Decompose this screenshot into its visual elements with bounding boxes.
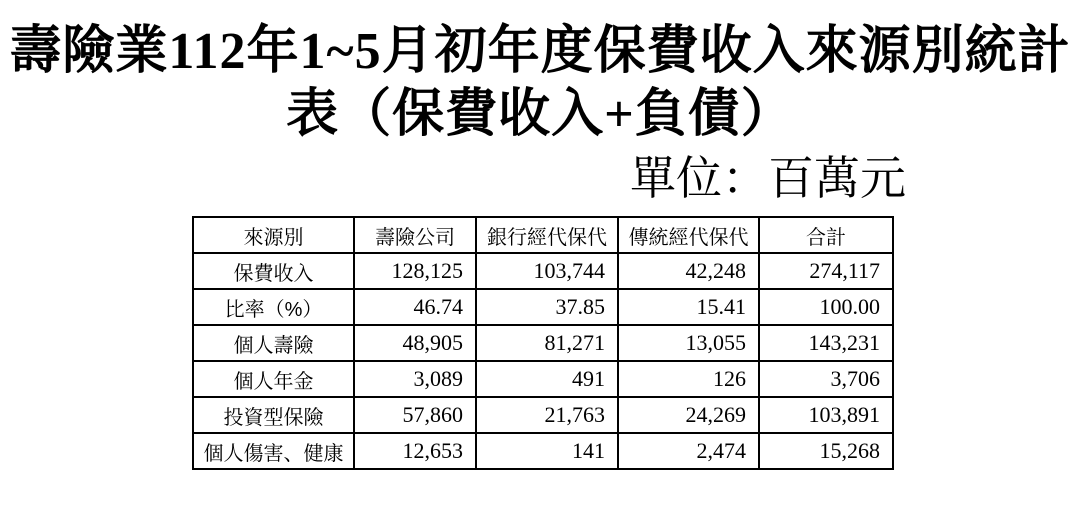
- row-label: 保費收入: [193, 253, 354, 289]
- table-row: [193, 253, 893, 289]
- column-header-total: 合計: [759, 217, 893, 253]
- cell-value: 24,269: [618, 397, 759, 433]
- cell-value: 143,231: [759, 325, 893, 361]
- table-row: [193, 325, 893, 361]
- cell-value: 126: [618, 361, 759, 397]
- cell-value: 81,271: [476, 325, 618, 361]
- page-title-line-1: 壽險業112年1~5月初年度保費收入來源別統計: [9, 23, 1071, 80]
- cell-value: 103,891: [759, 397, 893, 433]
- table-row: [193, 361, 893, 397]
- cell-value: 141: [476, 433, 618, 469]
- column-header-traditional-agents: 傳統經代保代: [618, 217, 759, 253]
- row-label: 個人壽險: [193, 325, 354, 361]
- table-row: [193, 433, 893, 469]
- cell-value: 128,125: [354, 253, 476, 289]
- unit-label: 單位：百萬元: [630, 151, 906, 204]
- cell-value: 37.85: [476, 289, 618, 325]
- row-label: 投資型保險: [193, 397, 354, 433]
- cell-value: 12,653: [354, 433, 476, 469]
- page-title: [0, 0, 1080, 147]
- cell-value: 3,089: [354, 361, 476, 397]
- row-label: 比率（%）: [193, 289, 354, 325]
- cell-value: 2,474: [618, 433, 759, 469]
- cell-value: 46.74: [354, 289, 476, 325]
- cell-value: 21,763: [476, 397, 618, 433]
- row-label: 個人年金: [193, 361, 354, 397]
- cell-value: 48,905: [354, 325, 476, 361]
- cell-value: 15,268: [759, 433, 893, 469]
- premium-income-table: [192, 216, 894, 470]
- cell-value: 57,860: [354, 397, 476, 433]
- table-row: [193, 289, 893, 325]
- column-header-bank-agents: 銀行經代保代: [476, 217, 618, 253]
- column-header-life-insurers: 壽險公司: [354, 217, 476, 253]
- cell-value: 3,706: [759, 361, 893, 397]
- column-header-source: 來源別: [193, 217, 354, 253]
- cell-value: 274,117: [759, 253, 893, 289]
- cell-value: 15.41: [618, 289, 759, 325]
- table-header-row: [193, 217, 893, 253]
- cell-value: 13,055: [618, 325, 759, 361]
- cell-value: 491: [476, 361, 618, 397]
- page-title-line-2: 表（保費收入+負債）: [286, 86, 794, 144]
- cell-value: 100.00: [759, 289, 893, 325]
- cell-value: 42,248: [618, 253, 759, 289]
- table-row: [193, 397, 893, 433]
- row-label: 個人傷害、健康: [193, 433, 354, 469]
- cell-value: 103,744: [476, 253, 618, 289]
